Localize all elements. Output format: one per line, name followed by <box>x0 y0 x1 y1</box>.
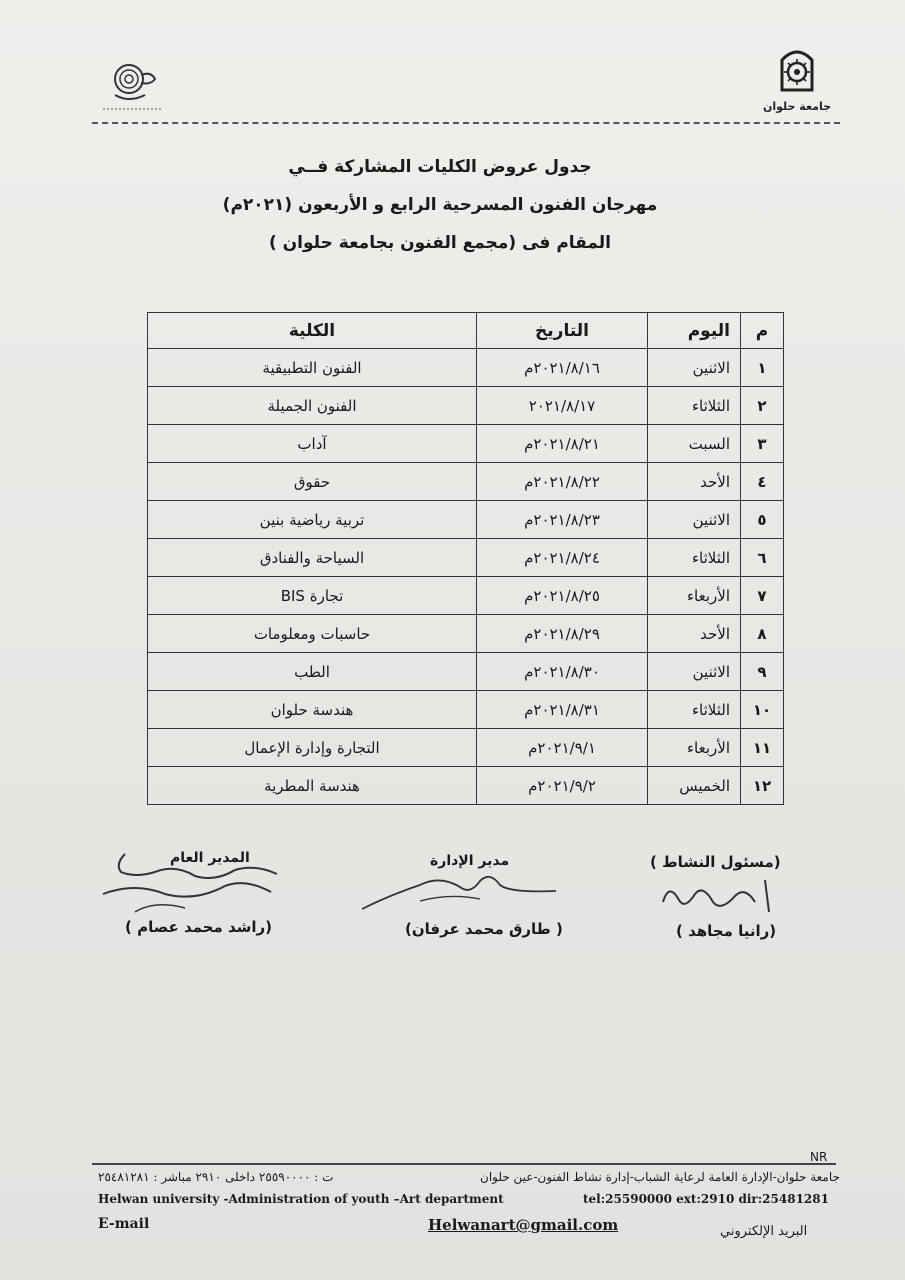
row-day: الأربعاء <box>648 729 741 767</box>
row-date: ٢٠٢١/٨/٢٩م <box>477 615 648 653</box>
table-row <box>148 387 784 425</box>
footer-en-address: Helwan university -Administration of youth –Art department <box>98 1192 504 1206</box>
row-faculty: حاسبات ومعلومات <box>148 615 477 653</box>
schedule-table <box>147 312 784 805</box>
admin-manager-signature <box>360 865 560 915</box>
admin-manager-name: ( طارق محمد عرفان) <box>405 920 563 938</box>
table-row <box>148 349 784 387</box>
svg-text:جامعة حلوان: جامعة حلوان <box>762 100 832 113</box>
table-row <box>148 653 784 691</box>
row-date: ٢٠٢١/٨/١٦م <box>477 349 648 387</box>
row-faculty: هندسة المطرية <box>148 767 477 805</box>
row-day: الخميس <box>648 767 741 805</box>
row-date: ٢٠٢١/٩/٢م <box>477 767 648 805</box>
row-day: الأربعاء <box>648 577 741 615</box>
row-date: ٢٠٢١/٨/٣٠م <box>477 653 648 691</box>
general-manager-title: المدير العام <box>170 850 250 866</box>
table-row <box>148 577 784 615</box>
row-date: ٢٠٢١/٨/٣١م <box>477 691 648 729</box>
header-date: التاريخ <box>477 313 648 349</box>
activity-officer-name: (رانيا مجاهد ) <box>676 922 777 940</box>
row-faculty: آداب <box>148 425 477 463</box>
row-faculty: تجارة BIS <box>148 577 477 615</box>
row-faculty: التجارة وإدارة الإعمال <box>148 729 477 767</box>
header-day: اليوم <box>648 313 741 349</box>
row-day: الأحد <box>648 615 741 653</box>
row-day: الاثنين <box>648 501 741 539</box>
table-row <box>148 615 784 653</box>
row-num: ١١ <box>741 729 784 767</box>
footer-nr: NR <box>810 1150 828 1164</box>
row-num: ٦ <box>741 539 784 577</box>
row-date: ٢٠٢١/٨/٢٥م <box>477 577 648 615</box>
row-num: ٧ <box>741 577 784 615</box>
footer-ar-address: جامعة حلوان-الإدارة العامة لرعاية الشباب-إدارة نشاط الفنون-عين حلوان <box>480 1170 840 1184</box>
footer-divider <box>92 1163 836 1165</box>
row-date: ٢٠٢١/٨/١٧ <box>477 387 648 425</box>
art-department-logo <box>95 55 170 115</box>
row-date: ٢٠٢١/٨/٢٣م <box>477 501 648 539</box>
row-day: الأحد <box>648 463 741 501</box>
footer-email-label-ar: البريد الإلكتروني <box>720 1224 808 1239</box>
header-num: م <box>741 313 784 349</box>
table-row <box>148 425 784 463</box>
header-divider <box>92 122 840 124</box>
activity-officer-signature <box>655 872 795 922</box>
admin-manager-title: مدير الإدارة <box>430 853 510 869</box>
row-faculty: هندسة حلوان <box>148 691 477 729</box>
row-day: الثلاثاء <box>648 539 741 577</box>
row-num: ٩ <box>741 653 784 691</box>
helwan-university-logo <box>762 42 832 117</box>
row-date: ٢٠٢١/٩/١م <box>477 729 648 767</box>
footer-ar-phone: ت : ٢٥٥٩٠٠٠٠ داخلى ٢٩١٠ مباشر : ٢٥٤٨١٢٨١ <box>98 1170 334 1184</box>
row-date: ٢٠٢١/٨/٢٤م <box>477 539 648 577</box>
table-row <box>148 539 784 577</box>
row-day: السبت <box>648 425 741 463</box>
title-line-3: المقام فى (مجمع الفنون بجامعة حلوان ) <box>268 233 612 253</box>
general-manager-signature <box>95 842 285 922</box>
row-day: الثلاثاء <box>648 691 741 729</box>
title-line-1: جدول عروض الكليات المشاركة فــي <box>288 157 592 177</box>
row-num: ١ <box>741 349 784 387</box>
table-row <box>148 691 784 729</box>
document-title <box>150 148 730 262</box>
row-num: ١٢ <box>741 767 784 805</box>
table-row <box>148 767 784 805</box>
row-faculty: الفنون التطبيقية <box>148 349 477 387</box>
footer-email-link[interactable]: Helwanart@gmail.com <box>428 1216 619 1234</box>
footer-en-phone: tel:25590000 ext:2910 dir:25481281 <box>583 1192 829 1206</box>
row-faculty: السياحة والفنادق <box>148 539 477 577</box>
row-num: ٢ <box>741 387 784 425</box>
row-num: ٣ <box>741 425 784 463</box>
row-num: ٨ <box>741 615 784 653</box>
row-faculty: حقوق <box>148 463 477 501</box>
row-num: ٤ <box>741 463 784 501</box>
table-row <box>148 463 784 501</box>
table-header-row <box>148 313 784 349</box>
title-line-2: مهرجان الفنون المسرحية الرابع و الأربعون (٢٠٢١م) <box>222 195 658 215</box>
row-faculty: الفنون الجميلة <box>148 387 477 425</box>
table-row <box>148 729 784 767</box>
row-num: ١٠ <box>741 691 784 729</box>
footer-email-label-en: E-mail <box>98 1216 150 1232</box>
row-day: الثلاثاء <box>648 387 741 425</box>
row-date: ٢٠٢١/٨/٢١م <box>477 425 648 463</box>
row-faculty: تربية رياضية بنين <box>148 501 477 539</box>
row-faculty: الطب <box>148 653 477 691</box>
row-day: الاثنين <box>648 653 741 691</box>
row-day: الاثنين <box>648 349 741 387</box>
general-manager-name: (راشد محمد عصام ) <box>125 918 273 936</box>
row-num: ٥ <box>741 501 784 539</box>
row-date: ٢٠٢١/٨/٢٢م <box>477 463 648 501</box>
table-row <box>148 501 784 539</box>
activity-officer-title: (مسئول النشاط ) <box>650 853 781 871</box>
header-faculty: الكلية <box>148 313 477 349</box>
